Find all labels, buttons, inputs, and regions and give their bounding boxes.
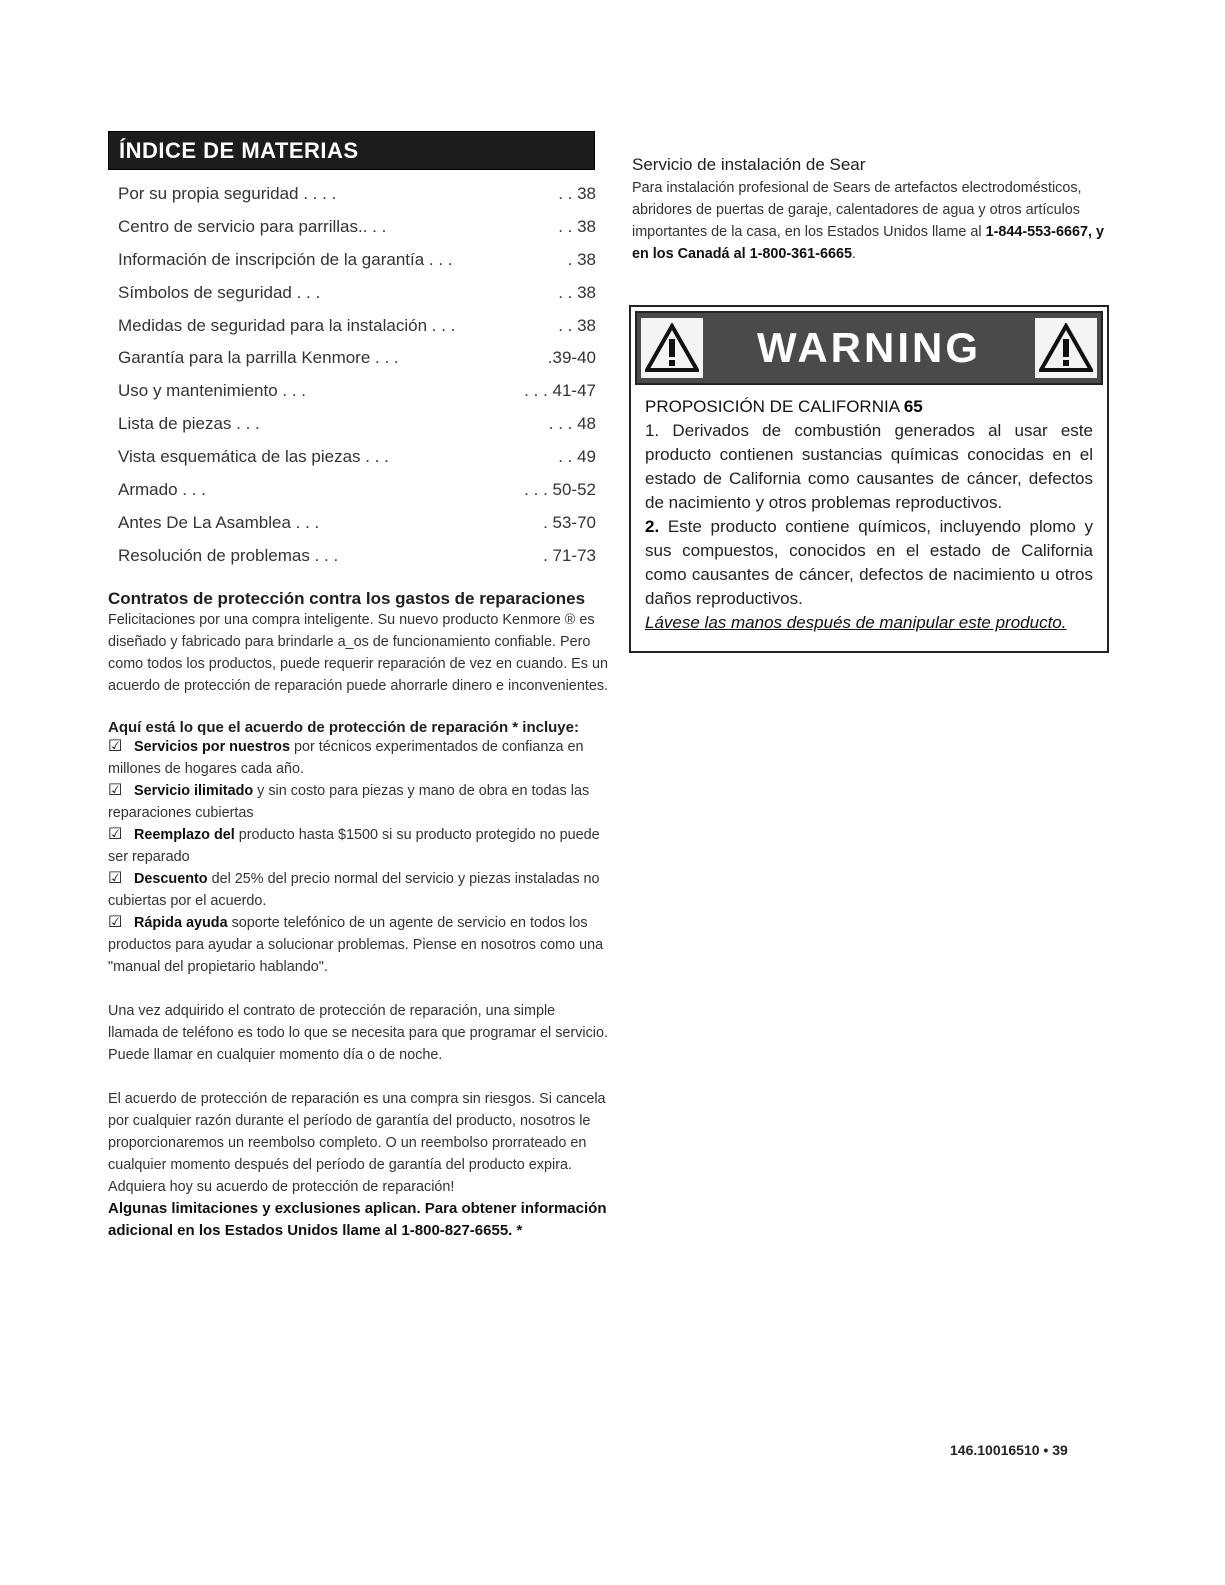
includes-item-text: soporte telefónico de un agente de servicio en todos los productos para ayudar a solucionar problemas. Piense en nosotros como una "manual del propietario hablando". (108, 914, 604, 975)
checkbox-icon: ☑ (108, 737, 123, 755)
warning-p2 (645, 515, 1093, 611)
contracts-section (108, 589, 608, 697)
toc-row (118, 277, 596, 310)
toc-label: Vista esquemática de las piezas . . . (118, 447, 389, 467)
prop-number: 65 (903, 397, 923, 416)
includes-list (108, 736, 608, 978)
para2-bold: Algunas limitaciones y exclusiones aplican. Para obtener información adicional en los Estados Unidos llame al 1-800-827-6655. * (108, 1199, 607, 1239)
toc-label: Antes De La Asamblea . . . (118, 512, 320, 532)
toc-label: Uso y mantenimiento . . . (118, 381, 307, 401)
toc-label: Por su propia seguridad . . . . (118, 184, 337, 203)
includes-item-bold: Rápida ayuda (134, 914, 228, 931)
install-phone: 1-844-553-6667, y en los Canadá al 1-800-361-6665 (632, 224, 1104, 262)
toc-row (118, 310, 596, 343)
includes-item (108, 824, 608, 868)
toc-row (118, 507, 596, 540)
toc-page: . 53-70 (543, 512, 596, 532)
toc-label: Garantía para la parrilla Kenmore . . . (118, 348, 399, 368)
contracts-title: Contratos de protección contra los gastos de reparaciones (108, 588, 586, 608)
toc-row (118, 441, 596, 474)
includes-title: Aquí está lo que el acuerdo de protección de reparación * incluye: (108, 718, 579, 736)
includes-item-text: producto hasta $1500 si su producto protegido no puede ser reparado (108, 826, 600, 865)
includes-item-bold: Servicio ilimitado (134, 782, 254, 799)
includes-item (108, 780, 608, 824)
toc-row (118, 540, 596, 573)
toc-page: . . 38 (558, 184, 596, 203)
includes-item (108, 868, 608, 912)
toc-label: Información de inscripción de la garantía . . . (118, 249, 453, 269)
toc-label: Símbolos de seguridad . . . (118, 282, 321, 302)
toc-page: . . 38 (558, 315, 596, 335)
para1: Una vez adquirido el contrato de protección de reparación, una simple llamada de teléfono es todo lo que se necesita para que programar el servicio. Puede llamar en cualquier momento día o de noche. (108, 1002, 608, 1063)
checkbox-icon: ☑ (108, 869, 123, 887)
install-end: . (851, 246, 856, 262)
checkbox-icon: ☑ (108, 913, 123, 931)
includes-item-text: del 25% del precio normal del servicio y piezas instaladas no cubiertas por el acuerdo. (108, 870, 600, 909)
toc-label: Lista de piezas . . . (118, 414, 260, 434)
toc-page: . 38 (567, 249, 596, 269)
toc-row (118, 342, 596, 375)
prop-title (645, 397, 1093, 417)
warning-word: WARNING (757, 324, 981, 371)
toc-page: . . 38 (558, 216, 596, 236)
toc-row (118, 408, 596, 441)
toc-label: Centro de servicio para parrillas.. . . (118, 216, 387, 236)
toc-row (118, 375, 596, 408)
toc-page: . . . 41-47 (524, 381, 596, 401)
checkbox-icon: ☑ (108, 825, 123, 843)
includes-item (108, 736, 608, 780)
toc-page: . 71-73 (543, 545, 596, 565)
includes-item-text: y sin costo para piezas y mano de obra en todas las reparaciones cubiertas (108, 782, 590, 821)
warning-triangle-icon (1035, 318, 1097, 378)
includes-item-bold: Servicios por nuestros (134, 738, 290, 755)
includes-item-bold: Reemplazo del (134, 826, 235, 843)
left-column (108, 131, 608, 1242)
includes-item (108, 912, 608, 978)
toc-list (118, 178, 596, 573)
install-body-text: Para instalación profesional de Sears de artefactos electrodomésticos, abridores de puertas de garaje, calentadores de agua y otros artículos importantes de la casa, en los Estados Unidos llame al (632, 180, 1082, 240)
includes-item-bold: Descuento (134, 870, 208, 887)
warning-triangle-icon (641, 318, 703, 378)
warning-p1: 1. Derivados de combustión generados al usar este producto contienen sustancias químicas conocidas en el estado de California como causantes de cáncer, defectos de nacimiento y otros problemas reproductivos. (645, 421, 1093, 512)
para2-section (108, 1088, 608, 1242)
para2: El acuerdo de protección de reparación es una compra sin riesgos. Si cancela por cualquier razón durante el período de garantía del producto, nosotros le proporcionaremos un reembolso completo. O un reembolso prorrateado en cualquier momento después del período de garantía del producto expira. Adquiera hoy su acuerdo de protección de reparación! (108, 1090, 606, 1195)
includes-item-text: por técnicos experimentados de confianza en millones de hogares cada año. (108, 738, 584, 777)
checkbox-icon: ☑ (108, 781, 123, 799)
warning-p2-text: Este producto contiene químicos, incluyendo plomo y sus compuestos, conocidos en el estado de California como causantes de cáncer, defectos de nacimiento u otros daños reproductivos. (645, 517, 1093, 608)
warning-box (629, 305, 1109, 653)
warning-banner (635, 311, 1103, 385)
toc-title: ÍNDICE DE MATERIAS (108, 131, 595, 170)
page-footer: 146.10016510 • 39 (950, 1442, 1068, 1458)
toc-page: . . 49 (558, 447, 596, 467)
right-column (632, 155, 1112, 265)
toc-page: . . 38 (558, 282, 596, 302)
toc-row (118, 474, 596, 507)
para1-section (108, 1000, 608, 1066)
toc-label: Medidas de seguridad para la instalación . . . (118, 315, 456, 335)
toc-row (118, 211, 596, 244)
toc-row (118, 244, 596, 277)
install-title: Servicio de instalación de Sear (632, 155, 866, 174)
wash-hands: Lávese las manos después de manipular este producto. (645, 613, 1067, 632)
toc-page: . . . 50-52 (524, 480, 596, 500)
toc-row (118, 178, 596, 211)
toc-page: .39-40 (547, 348, 596, 368)
install-body (632, 177, 1112, 265)
warning-p2-num: 2. (645, 517, 660, 536)
warning-content (631, 389, 1107, 633)
includes-section (108, 719, 608, 978)
toc-page: . . . 48 (548, 414, 596, 434)
toc-label: Armado . . . (118, 480, 206, 500)
toc-label: Resolución de problemas . . . (118, 545, 339, 565)
prop-title-text: PROPOSICIÓN DE CALIFORNIA (645, 397, 900, 416)
contracts-body: Felicitaciones por una compra inteligente. Su nuevo producto Kenmore ® es diseñado y fabricado para brindarle a_os de funcionamiento confiable. Pero como todos los productos, puede requerir reparación de vez en cuando. Es un acuerdo de protección de reparación puede ahorrarle dinero e inconvenientes. (108, 611, 609, 694)
